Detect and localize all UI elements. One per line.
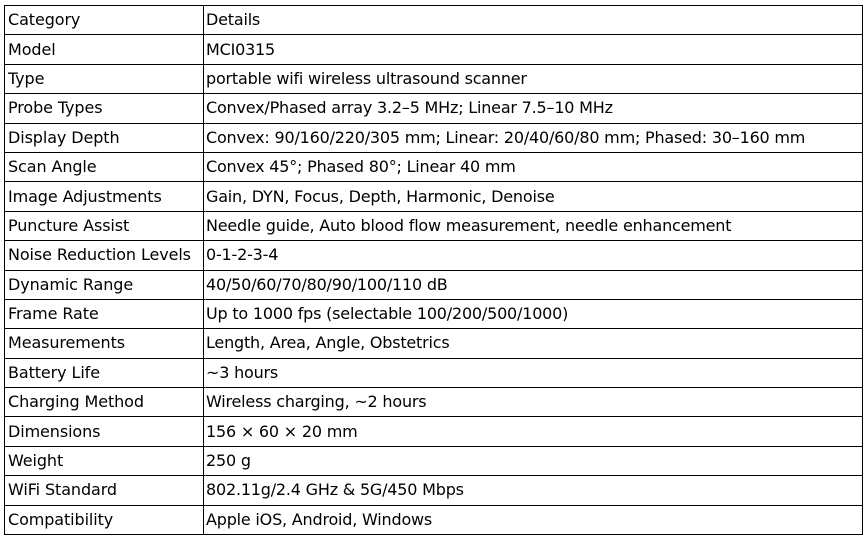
- row-category: Probe Types: [5, 94, 204, 123]
- row-details: Convex 45°; Phased 80°; Linear 40 mm: [204, 152, 863, 181]
- row-category: Model: [5, 35, 204, 64]
- table-row: [5, 211, 863, 240]
- row-details: 0-1-2-3-4: [204, 241, 863, 270]
- row-details: 40/50/60/70/80/90/100/110 dB: [204, 270, 863, 299]
- row-details: 250 g: [204, 446, 863, 475]
- table-row: [5, 505, 863, 534]
- table-row: [5, 64, 863, 93]
- row-category: Noise Reduction Levels: [5, 241, 204, 270]
- table-row: [5, 417, 863, 446]
- table-row: [5, 476, 863, 505]
- row-details: Apple iOS, Android, Windows: [204, 505, 863, 534]
- table-row: [5, 388, 863, 417]
- row-category: Dimensions: [5, 417, 204, 446]
- row-category: Weight: [5, 446, 204, 475]
- row-category: Display Depth: [5, 123, 204, 152]
- row-details: Convex/Phased array 3.2–5 MHz; Linear 7.5–10 MHz: [204, 94, 863, 123]
- row-details: Gain, DYN, Focus, Depth, Harmonic, Denoise: [204, 182, 863, 211]
- row-category: Image Adjustments: [5, 182, 204, 211]
- row-category: Type: [5, 64, 204, 93]
- row-details: portable wifi wireless ultrasound scanner: [204, 64, 863, 93]
- row-details: ~3 hours: [204, 358, 863, 387]
- row-details: Needle guide, Auto blood flow measurement, needle enhancement: [204, 211, 863, 240]
- table-row: [5, 329, 863, 358]
- header-details: Details: [204, 6, 863, 35]
- table-row: [5, 299, 863, 328]
- row-category: Puncture Assist: [5, 211, 204, 240]
- table-row: [5, 446, 863, 475]
- row-category: Charging Method: [5, 388, 204, 417]
- row-category: Dynamic Range: [5, 270, 204, 299]
- table-row: [5, 358, 863, 387]
- row-details: 156 × 60 × 20 mm: [204, 417, 863, 446]
- row-details: 802.11g/2.4 GHz & 5G/450 Mbps: [204, 476, 863, 505]
- table-row: [5, 241, 863, 270]
- row-category: Frame Rate: [5, 299, 204, 328]
- row-details: Up to 1000 fps (selectable 100/200/500/1000): [204, 299, 863, 328]
- spec-table: [4, 5, 863, 535]
- row-details: MCI0315: [204, 35, 863, 64]
- row-category: Measurements: [5, 329, 204, 358]
- table-row: [5, 270, 863, 299]
- table-row: [5, 182, 863, 211]
- header-category: Category: [5, 6, 204, 35]
- table-row: [5, 94, 863, 123]
- row-category: Compatibility: [5, 505, 204, 534]
- row-category: Scan Angle: [5, 152, 204, 181]
- row-details: Wireless charging, ~2 hours: [204, 388, 863, 417]
- table-row: [5, 152, 863, 181]
- table-header-row: [5, 6, 863, 35]
- row-category: Battery Life: [5, 358, 204, 387]
- table-row: [5, 35, 863, 64]
- row-category: WiFi Standard: [5, 476, 204, 505]
- row-details: Length, Area, Angle, Obstetrics: [204, 329, 863, 358]
- row-details: Convex: 90/160/220/305 mm; Linear: 20/40/60/80 mm; Phased: 30–160 mm: [204, 123, 863, 152]
- spec-table-body: [5, 6, 863, 535]
- table-row: [5, 123, 863, 152]
